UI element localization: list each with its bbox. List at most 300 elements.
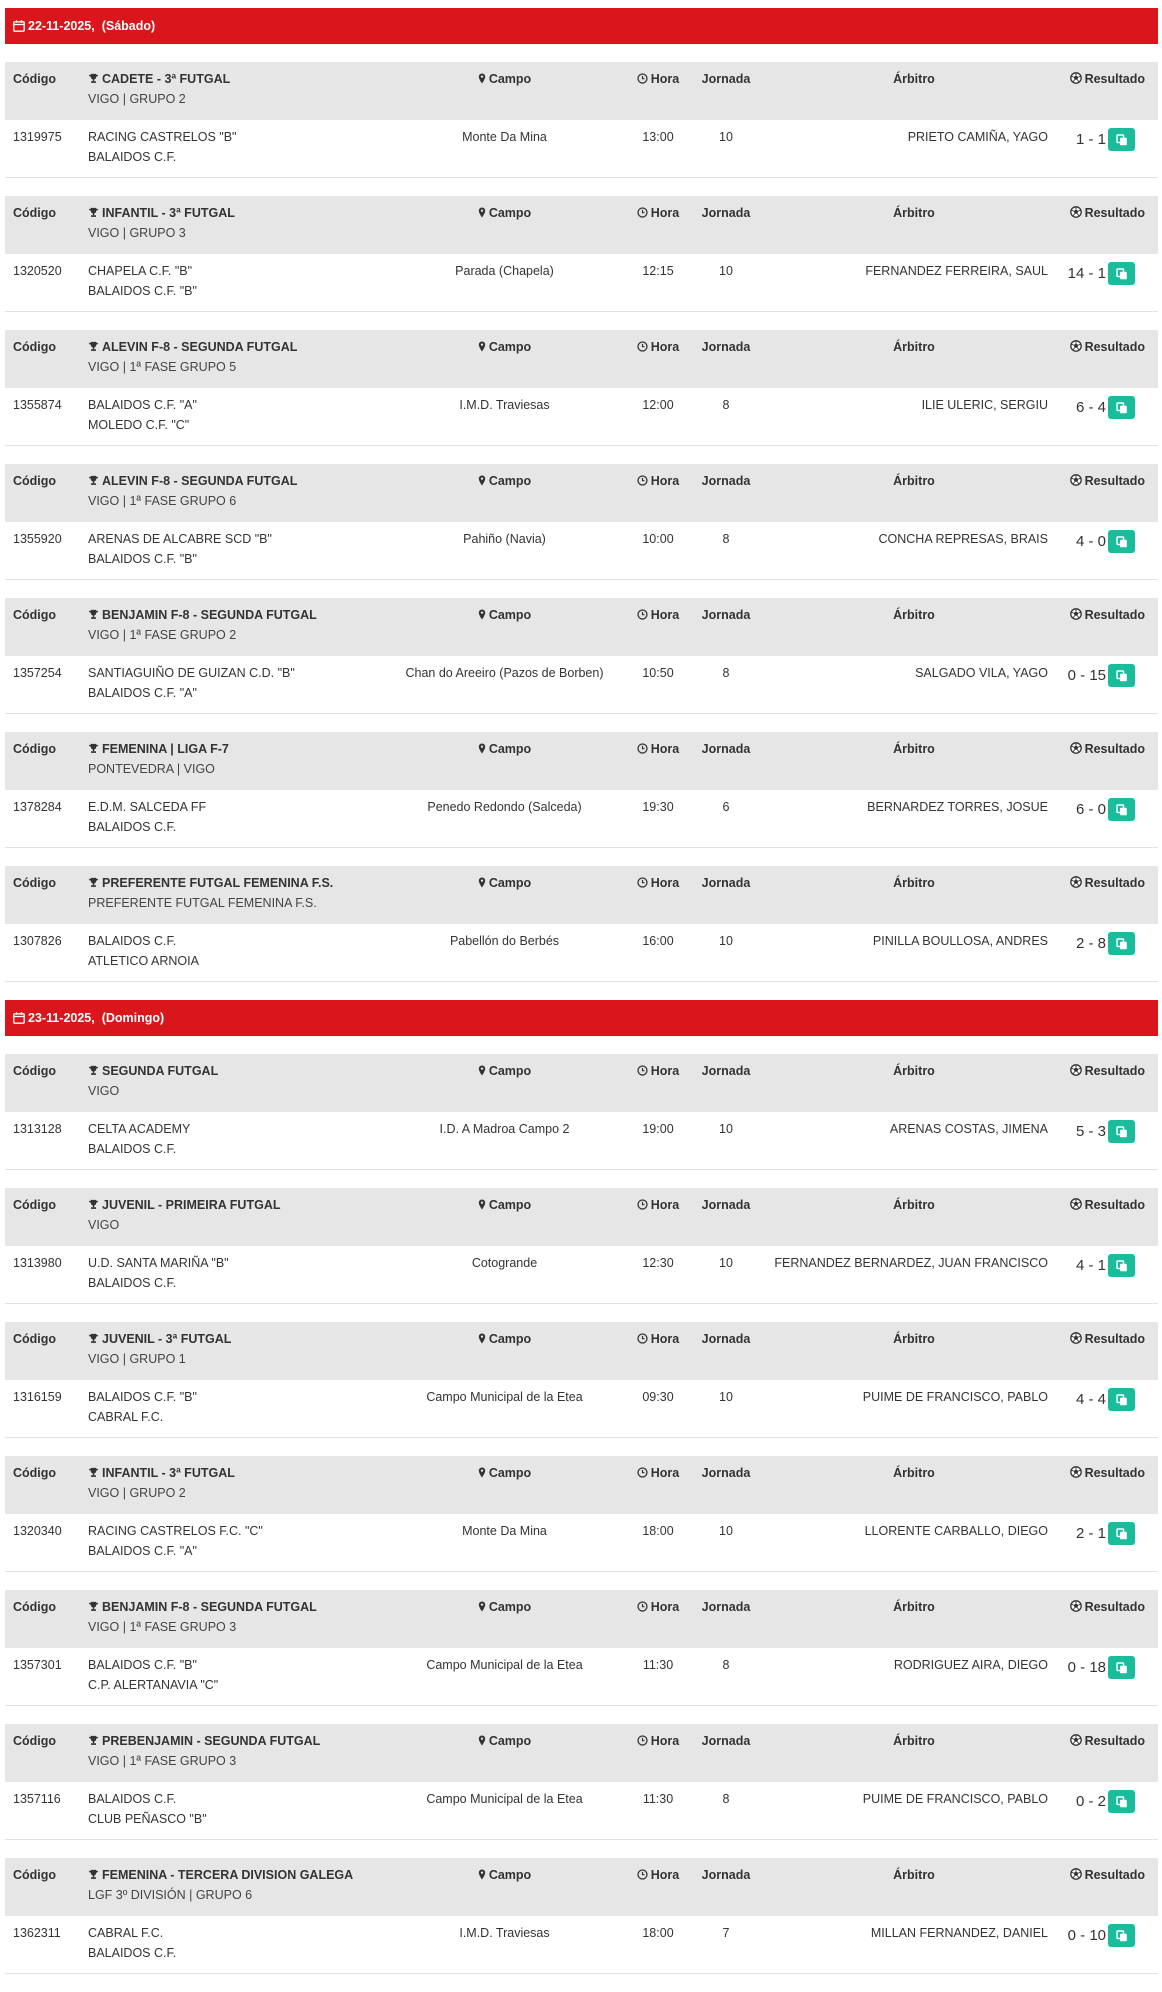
competition-group: VIGO | GRUPO 2	[88, 92, 186, 106]
hora-header	[623, 1198, 693, 1212]
result-cell	[1076, 1790, 1135, 1813]
home-team[interactable]: U.D. SANTA MARIÑA "B"	[88, 1256, 229, 1270]
campo-header	[360, 72, 649, 86]
hora-header	[623, 742, 693, 756]
campo-value[interactable]: Campo Municipal de la Etea	[426, 1792, 583, 1806]
result-cell	[1076, 1254, 1135, 1277]
arbitro-value: PUIME DE FRANCISCO, PABLO	[862, 1390, 1048, 1404]
competition-label: BENJAMIN F-8 - SEGUNDA FUTGAL	[102, 608, 317, 622]
competition-name[interactable]	[88, 608, 317, 622]
competition-group: VIGO | GRUPO 2	[88, 1486, 186, 1500]
map-marker-icon	[478, 743, 486, 754]
home-team[interactable]: E.D.M. SALCEDA FF	[88, 800, 207, 814]
copy-result-button[interactable]	[1108, 1656, 1135, 1679]
away-team[interactable]: MOLEDO C.F. "C"	[88, 418, 190, 432]
home-team[interactable]: ARENAS DE ALCABRE SCD "B"	[88, 532, 272, 546]
home-team[interactable]: CELTA ACADEMY	[88, 1122, 191, 1136]
competition-group: VIGO	[88, 1218, 120, 1232]
resultado-header-label: Resultado	[1084, 1064, 1145, 1078]
jornada-header: Jornada	[701, 474, 751, 488]
competition-name[interactable]	[88, 1600, 317, 1614]
map-marker-icon	[478, 1869, 486, 1880]
hora-header	[623, 1332, 693, 1346]
clock-icon	[637, 1735, 648, 1746]
trophy-icon	[88, 207, 99, 218]
match-header-row	[5, 330, 1158, 388]
clock-icon	[637, 609, 648, 620]
competition-group: VIGO | 1ª FASE GRUPO 3	[88, 1754, 237, 1768]
match-card	[5, 1054, 1158, 1170]
campo-value[interactable]: I.M.D. Traviesas	[459, 398, 550, 412]
competition-label: ALEVIN F-8 - SEGUNDA FUTGAL	[102, 340, 298, 354]
campo-header	[360, 1064, 649, 1078]
copy-icon	[1116, 402, 1128, 414]
copy-icon	[1116, 1260, 1128, 1272]
soccer-ball-icon	[1070, 1064, 1082, 1076]
campo-value[interactable]: Parada (Chapela)	[455, 264, 554, 278]
trophy-icon	[88, 1065, 99, 1076]
away-team[interactable]: BALAIDOS C.F. "A"	[88, 686, 197, 700]
match-row	[5, 924, 1158, 982]
resultado-header-label: Resultado	[1084, 72, 1145, 86]
result-score: 14 - 1	[1067, 265, 1106, 282]
calendar-icon	[13, 1012, 25, 1024]
arbitro-value: PUIME DE FRANCISCO, PABLO	[862, 1792, 1048, 1806]
clock-icon	[637, 1333, 648, 1344]
competition-group: VIGO | 1ª FASE GRUPO 2	[88, 628, 237, 642]
competition-label: FEMENINA - TERCERA DIVISION GALEGA	[102, 1868, 354, 1882]
copy-result-button[interactable]	[1108, 396, 1135, 419]
resultado-header	[1070, 1734, 1145, 1748]
hora-header	[623, 1734, 693, 1748]
campo-header	[360, 742, 649, 756]
match-header-row	[5, 1724, 1158, 1782]
resultado-header-label: Resultado	[1084, 1868, 1145, 1882]
jornada-header: Jornada	[701, 1198, 751, 1212]
jornada-value: 10	[719, 1256, 733, 1270]
campo-value[interactable]: Campo Municipal de la Etea	[426, 1390, 583, 1404]
result-cell	[1076, 1120, 1135, 1143]
campo-value[interactable]: I.D. A Madroa Campo 2	[439, 1122, 570, 1136]
competition-name[interactable]	[88, 1734, 320, 1748]
calendar-icon	[13, 20, 25, 32]
result-score: 6 - 4	[1075, 399, 1106, 416]
match-row	[5, 1916, 1158, 1974]
away-team[interactable]: CABRAL F.C.	[88, 1410, 164, 1424]
result-cell	[1068, 262, 1135, 285]
competition-label: FEMENINA | LIGA F-7	[102, 742, 229, 756]
home-team[interactable]: BALAIDOS C.F. "B"	[88, 1658, 197, 1672]
match-card	[5, 330, 1158, 446]
resultado-header-label: Resultado	[1084, 1466, 1145, 1480]
clock-icon	[637, 743, 648, 754]
soccer-ball-icon	[1070, 1600, 1082, 1612]
day-header	[5, 8, 1158, 44]
home-team[interactable]: BALAIDOS C.F.	[88, 1792, 177, 1806]
match-header-row	[5, 1456, 1158, 1514]
trophy-icon	[88, 73, 99, 84]
jornada-value: 8	[722, 1792, 730, 1806]
match-card	[5, 196, 1158, 312]
copy-result-button[interactable]	[1108, 798, 1135, 821]
home-team[interactable]: BALAIDOS C.F. "B"	[88, 1390, 197, 1404]
campo-value[interactable]: Pahiño (Navia)	[463, 532, 546, 546]
away-team[interactable]: CLUB PEÑASCO "B"	[88, 1812, 207, 1826]
match-row	[5, 254, 1158, 312]
jornada-value: 8	[722, 1658, 730, 1672]
match-card	[5, 866, 1158, 982]
away-team[interactable]: C.P. ALERTANAVIA "C"	[88, 1678, 219, 1692]
resultado-header	[1070, 474, 1145, 488]
arbitro-header: Árbitro	[893, 1198, 935, 1212]
day-date: 22-11-2025,	[28, 19, 95, 33]
day-date: 23-11-2025,	[28, 1011, 95, 1025]
campo-header-label: Campo	[488, 340, 532, 354]
match-header-row	[5, 62, 1158, 120]
day-header	[5, 1000, 1158, 1036]
hora-header-label: Hora	[650, 876, 680, 890]
copy-result-button[interactable]	[1108, 664, 1135, 687]
jornada-header: Jornada	[701, 742, 751, 756]
copy-result-button[interactable]	[1108, 932, 1135, 955]
resultado-header-label: Resultado	[1084, 1600, 1145, 1614]
competition-name[interactable]	[88, 1064, 218, 1078]
hora-header	[623, 72, 693, 86]
campo-header-label: Campo	[488, 608, 532, 622]
soccer-ball-icon	[1070, 1332, 1082, 1344]
result-score: 6 - 0	[1075, 801, 1106, 818]
codigo-header: Código	[13, 1064, 57, 1078]
competition-name[interactable]	[88, 1332, 231, 1346]
match-card	[5, 1322, 1158, 1438]
competition-label: PREBENJAMIN - SEGUNDA FUTGAL	[102, 1734, 321, 1748]
home-team[interactable]: RACING CASTRELOS "B"	[88, 130, 237, 144]
hora-value: 12:15	[642, 264, 674, 278]
home-team[interactable]: CABRAL F.C.	[88, 1926, 164, 1940]
competition-name[interactable]	[88, 72, 230, 86]
copy-result-button[interactable]	[1108, 1924, 1135, 1947]
codigo-header: Código	[13, 474, 57, 488]
campo-header	[360, 1332, 649, 1346]
arbitro-value: SALGADO VILA, YAGO	[915, 666, 1048, 680]
hora-header	[623, 206, 693, 220]
jornada-value: 10	[719, 130, 733, 144]
map-marker-icon	[478, 73, 486, 84]
away-team[interactable]: ATLETICO ARNOIA	[88, 954, 199, 968]
match-header-row	[5, 598, 1158, 656]
match-code: 1357301	[13, 1658, 62, 1672]
away-team[interactable]: BALAIDOS C.F.	[88, 1946, 177, 1960]
match-card	[5, 1456, 1158, 1572]
away-team[interactable]: BALAIDOS C.F. "B"	[88, 552, 197, 566]
match-code: 1357254	[13, 666, 62, 680]
copy-icon	[1116, 1930, 1128, 1942]
competition-label: SEGUNDA FUTGAL	[102, 1064, 219, 1078]
competition-label: JUVENIL - PRIMEIRA FUTGAL	[102, 1198, 281, 1212]
codigo-header: Código	[13, 206, 57, 220]
campo-value[interactable]: Penedo Redondo (Salceda)	[427, 800, 582, 814]
resultado-header	[1070, 1332, 1145, 1346]
match-code: 1320520	[13, 264, 62, 278]
copy-icon	[1116, 1528, 1128, 1540]
away-team[interactable]: BALAIDOS C.F.	[88, 1142, 177, 1156]
campo-header	[360, 608, 649, 622]
hora-value: 19:30	[642, 800, 674, 814]
jornada-value: 10	[719, 1122, 733, 1136]
trophy-icon	[88, 877, 99, 888]
arbitro-value: CONCHA REPRESAS, BRAIS	[878, 532, 1048, 546]
home-team[interactable]: CHAPELA C.F. "B"	[88, 264, 193, 278]
competition-label: INFANTIL - 3ª FUTGAL	[102, 1466, 235, 1480]
competition-name[interactable]	[88, 742, 229, 756]
competition-name[interactable]	[88, 340, 297, 354]
jornada-header: Jornada	[701, 72, 751, 86]
result-cell	[1076, 798, 1135, 821]
jornada-header: Jornada	[701, 608, 751, 622]
trophy-icon	[88, 609, 99, 620]
jornada-header: Jornada	[701, 1868, 751, 1882]
competition-group: PONTEVEDRA | VIGO	[88, 762, 215, 776]
clock-icon	[637, 341, 648, 352]
result-score: 4 - 0	[1075, 533, 1106, 550]
clock-icon	[637, 207, 648, 218]
trophy-icon	[88, 1735, 99, 1746]
map-marker-icon	[478, 207, 486, 218]
soccer-ball-icon	[1070, 1466, 1082, 1478]
campo-header	[360, 1600, 649, 1614]
match-row	[5, 120, 1158, 178]
hora-value: 19:00	[642, 1122, 674, 1136]
resultado-header	[1070, 876, 1145, 890]
arbitro-header: Árbitro	[893, 876, 935, 890]
copy-icon	[1116, 670, 1128, 682]
soccer-ball-icon	[1070, 206, 1082, 218]
competition-group: VIGO | 1ª FASE GRUPO 5	[88, 360, 237, 374]
jornada-value: 6	[722, 800, 730, 814]
map-marker-icon	[478, 475, 486, 486]
copy-icon	[1116, 938, 1128, 950]
jornada-header: Jornada	[701, 1064, 751, 1078]
match-row	[5, 656, 1158, 714]
arbitro-header: Árbitro	[893, 1868, 935, 1882]
day-weekday: (Domingo)	[101, 1011, 165, 1025]
campo-header	[360, 206, 649, 220]
codigo-header: Código	[13, 1734, 57, 1748]
result-score: 2 - 8	[1075, 935, 1106, 952]
competition-group: LGF 3º DIVISIÓN | GRUPO 6	[88, 1888, 253, 1902]
campo-header	[360, 876, 649, 890]
competition-label: JUVENIL - 3ª FUTGAL	[102, 1332, 232, 1346]
competition-name[interactable]	[88, 1198, 280, 1212]
match-header-row	[5, 196, 1158, 254]
home-team[interactable]: RACING CASTRELOS F.C. "C"	[88, 1524, 263, 1538]
match-code: 1313128	[13, 1122, 62, 1136]
match-row	[5, 388, 1158, 446]
copy-icon	[1116, 536, 1128, 548]
away-team[interactable]: BALAIDOS C.F.	[88, 150, 177, 164]
match-code: 1355874	[13, 398, 62, 412]
codigo-header: Código	[13, 1332, 57, 1346]
arbitro-header: Árbitro	[893, 1466, 935, 1480]
day-weekday: (Sábado)	[101, 19, 156, 33]
campo-value[interactable]: Pabellón do Berbés	[449, 934, 560, 948]
jornada-header: Jornada	[701, 1600, 751, 1614]
copy-result-button[interactable]	[1108, 1388, 1135, 1411]
match-code: 1355920	[13, 532, 62, 546]
hora-value: 11:30	[642, 1658, 674, 1672]
jornada-header: Jornada	[701, 206, 751, 220]
match-header-row	[5, 1188, 1158, 1246]
match-code: 1307826	[13, 934, 62, 948]
arbitro-header: Árbitro	[893, 1064, 935, 1078]
arbitro-header: Árbitro	[893, 72, 935, 86]
resultado-header	[1070, 206, 1145, 220]
home-team[interactable]: BALAIDOS C.F. "A"	[88, 398, 197, 412]
arbitro-value: FERNANDEZ FERREIRA, SAUL	[865, 264, 1048, 278]
clock-icon	[637, 1601, 648, 1612]
match-header-row	[5, 732, 1158, 790]
home-team[interactable]: BALAIDOS C.F.	[88, 934, 177, 948]
day-section	[5, 8, 1158, 982]
resultado-header-label: Resultado	[1084, 876, 1145, 890]
copy-icon	[1116, 1796, 1128, 1808]
copy-result-button[interactable]	[1108, 1522, 1135, 1545]
resultado-header	[1070, 1198, 1145, 1212]
resultado-header-label: Resultado	[1084, 608, 1145, 622]
competition-name[interactable]	[88, 474, 297, 488]
match-code: 1316159	[13, 1390, 62, 1404]
hora-header	[623, 1600, 693, 1614]
result-cell	[1076, 396, 1135, 419]
trophy-icon	[88, 475, 99, 486]
match-card	[5, 464, 1158, 580]
home-team[interactable]: SANTIAGUIÑO DE GUIZAN C.D. "B"	[88, 666, 295, 680]
soccer-ball-icon	[1070, 742, 1082, 754]
hora-header	[623, 876, 693, 890]
codigo-header: Código	[13, 340, 57, 354]
campo-value[interactable]: Monte Da Mina	[462, 130, 547, 144]
copy-result-button[interactable]	[1108, 1254, 1135, 1277]
codigo-header: Código	[13, 1466, 57, 1480]
result-score: 4 - 1	[1075, 1257, 1106, 1274]
match-code: 1319975	[13, 130, 62, 144]
competition-label: INFANTIL - 3ª FUTGAL	[102, 206, 235, 220]
hora-header-label: Hora	[650, 1734, 680, 1748]
match-row	[5, 1514, 1158, 1572]
copy-result-button[interactable]	[1108, 1790, 1135, 1813]
competition-label: PREFERENTE FUTGAL FEMENINA F.S.	[102, 876, 334, 890]
hora-header-label: Hora	[650, 1064, 680, 1078]
map-marker-icon	[478, 341, 486, 352]
resultado-header-label: Resultado	[1084, 340, 1145, 354]
match-code: 1378284	[13, 800, 62, 814]
campo-header-label: Campo	[488, 1064, 532, 1078]
copy-icon	[1116, 804, 1128, 816]
match-card	[5, 62, 1158, 178]
result-cell	[1076, 932, 1135, 955]
clock-icon	[637, 1869, 648, 1880]
hora-header-label: Hora	[650, 1198, 680, 1212]
map-marker-icon	[478, 1333, 486, 1344]
competition-label: BENJAMIN F-8 - SEGUNDA FUTGAL	[102, 1600, 317, 1614]
competition-name[interactable]	[88, 1466, 235, 1480]
jornada-value: 10	[719, 264, 733, 278]
soccer-ball-icon	[1070, 876, 1082, 888]
trophy-icon	[88, 1199, 99, 1210]
campo-value[interactable]: Monte Da Mina	[462, 1524, 547, 1538]
copy-result-button[interactable]	[1108, 1120, 1135, 1143]
match-header-row	[5, 464, 1158, 522]
resultado-header	[1070, 1600, 1145, 1614]
copy-result-button[interactable]	[1108, 128, 1135, 151]
jornada-value: 8	[722, 666, 730, 680]
match-row	[5, 790, 1158, 848]
day-section	[5, 1000, 1158, 1974]
result-score: 0 - 15	[1067, 667, 1106, 684]
result-cell	[1068, 664, 1135, 687]
campo-value[interactable]: I.M.D. Traviesas	[459, 1926, 550, 1940]
jornada-header: Jornada	[701, 340, 751, 354]
map-marker-icon	[478, 609, 486, 620]
away-team[interactable]: BALAIDOS C.F.	[88, 820, 177, 834]
jornada-header: Jornada	[701, 1466, 751, 1480]
competition-name[interactable]	[88, 876, 333, 890]
away-team[interactable]: BALAIDOS C.F. "A"	[88, 1544, 197, 1558]
hora-header-label: Hora	[650, 474, 680, 488]
soccer-ball-icon	[1070, 340, 1082, 352]
map-marker-icon	[478, 1735, 486, 1746]
hora-header-label: Hora	[650, 742, 680, 756]
campo-value[interactable]: Campo Municipal de la Etea	[426, 1658, 583, 1672]
arbitro-value: BERNARDEZ TORRES, JOSUE	[867, 800, 1048, 814]
campo-value[interactable]: Chan do Areeiro (Pazos de Borben)	[405, 666, 604, 680]
resultado-header-label: Resultado	[1084, 1198, 1145, 1212]
jornada-value: 10	[719, 934, 733, 948]
result-cell	[1076, 1388, 1135, 1411]
jornada-value: 7	[722, 1926, 730, 1940]
arbitro-value: MILLAN FERNANDEZ, DANIEL	[870, 1926, 1048, 1940]
competition-group: VIGO | GRUPO 1	[88, 1352, 186, 1366]
competition-name[interactable]	[88, 1868, 353, 1882]
away-team[interactable]: BALAIDOS C.F.	[88, 1276, 177, 1290]
campo-header-label: Campo	[488, 1332, 532, 1346]
jornada-header: Jornada	[701, 1332, 751, 1346]
hora-header-label: Hora	[650, 72, 680, 86]
result-cell	[1076, 1522, 1135, 1545]
jornada-value: 10	[719, 1524, 733, 1538]
arbitro-header: Árbitro	[893, 474, 935, 488]
hora-header-label: Hora	[650, 1332, 680, 1346]
map-marker-icon	[478, 877, 486, 888]
away-team[interactable]: BALAIDOS C.F. "B"	[88, 284, 197, 298]
trophy-icon	[88, 341, 99, 352]
arbitro-header: Árbitro	[893, 206, 935, 220]
copy-result-button[interactable]	[1108, 530, 1135, 553]
codigo-header: Código	[13, 1600, 57, 1614]
campo-value[interactable]: Cotogrande	[471, 1256, 538, 1270]
hora-header-label: Hora	[650, 1466, 680, 1480]
match-schedule	[5, 8, 1158, 1992]
resultado-header-label: Resultado	[1084, 742, 1145, 756]
competition-name[interactable]	[88, 206, 235, 220]
soccer-ball-icon	[1070, 608, 1082, 620]
match-card	[5, 1188, 1158, 1304]
match-row	[5, 1648, 1158, 1706]
hora-header	[623, 608, 693, 622]
campo-header	[360, 1198, 649, 1212]
result-cell	[1068, 1656, 1135, 1679]
copy-result-button[interactable]	[1108, 262, 1135, 285]
